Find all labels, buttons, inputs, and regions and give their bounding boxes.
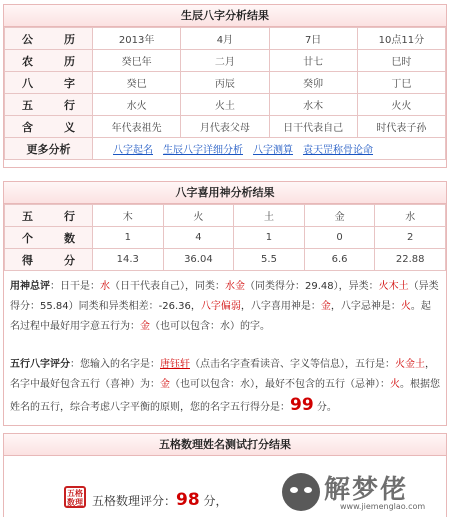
count-cell: 4 [163,227,234,249]
xishen-value: 金 [160,379,170,390]
bazi-cell: 癸巳 [93,72,181,94]
count-cell: 2 [375,227,446,249]
yongshen-heading: 用神总评 [10,281,50,292]
element-cell: 木 [93,205,164,227]
bazi-cell: 2013年 [93,28,181,50]
bazi-cell: 7日 [269,28,357,50]
bazi-row [5,72,446,94]
yongshen-text: （同类得分：29.48），异类： [245,281,379,292]
row-label: 五 行 [5,94,93,116]
count-cell: 1 [93,227,164,249]
bazi-cell: 癸卯 [269,72,357,94]
row-label: 得 分 [5,249,93,271]
wuxing-table [4,204,446,271]
yongshen-text: ，八字忌神是： [330,301,401,312]
wuxing-score: 99 [290,395,314,415]
bazi-cell: 水木 [269,94,357,116]
row-label: 八 字 [5,72,93,94]
element-cell: 水 [375,205,446,227]
more-analysis-links [93,138,446,160]
bazi-cell: 巳时 [357,50,445,72]
more-analysis-row [5,138,446,160]
wuge-score-row [92,490,228,510]
yongshen-text: （日干代表自己），同类： [110,281,225,292]
wuxing-heading: 五行八字评分 [10,359,70,370]
tonglei-value: 水金 [225,281,245,292]
bazi-result-panel [3,4,447,168]
watermark-url: www.jiemenglao.com [340,502,426,511]
row-label: 五 行 [5,205,93,227]
bazi-row [5,28,446,50]
yongshen-text: （也可以包含：水）的字。 [150,321,270,332]
bazi-row [5,50,446,72]
element-cell: 火 [163,205,234,227]
name-elements: 火金土 [395,359,425,370]
score-cell: 14.3 [93,249,164,271]
wuge-score-unit: 分， [199,494,228,508]
more-analysis-label: 更多分析 [5,138,93,160]
bazi-cell: 火火 [357,94,445,116]
rigan-value: 水 [100,281,110,292]
bazi-cell: 水火 [93,94,181,116]
wuxing-text: 分。 [313,402,337,413]
element-cell: 金 [304,205,375,227]
wuxing-text: ，名字中最好包含五行（喜神）为： [10,359,435,390]
wuxing-text: （也可以包含：水），最好不包含的五行（忌神）： [170,379,390,390]
wuge-score: 98 [176,490,200,510]
wuxing-row [5,249,446,271]
bazi-table [4,27,446,160]
bazi-cell: 火土 [181,94,269,116]
yongshen-text: ，八字喜用神是： [240,301,321,312]
row-label: 含 义 [5,116,93,138]
xiyongshen-panel [3,181,447,426]
yongshen-summary [4,271,446,418]
bazi-cell: 丁巳 [357,72,445,94]
owl-logo-icon [282,473,320,511]
wuxing-row [5,205,446,227]
bazi-cell: 4月 [181,28,269,50]
xishen-value: 金 [320,301,331,312]
score-cell: 6.6 [304,249,375,271]
name-link[interactable]: 唐钰轩 [160,359,190,370]
score-cell: 36.04 [163,249,234,271]
bazi-cell: 二月 [181,50,269,72]
naming-element: 金 [140,321,150,332]
watermark-text: 解梦佬 [324,475,409,505]
site-watermark [282,469,442,515]
bazi-cell: 癸巳年 [93,50,181,72]
wuge-seal-icon: 五格数理 [64,486,86,508]
yilei-value: 火木土 [378,281,409,292]
analysis-link[interactable]: 袁天罡称骨论命 [303,145,373,156]
wuxing-row [5,227,446,249]
jishen-value: 火 [400,301,411,312]
score-cell: 22.88 [375,249,446,271]
yongshen-text: ：日干是： [50,281,100,292]
bazi-cell: 年代表祖先 [93,116,181,138]
wuxing-text: （点击名字查看读音、字义等信息），五行是： [190,359,395,370]
count-cell: 0 [304,227,375,249]
row-label: 农 历 [5,50,93,72]
bazi-cell: 月代表父母 [181,116,269,138]
element-cell: 土 [234,205,305,227]
bazi-panel-title: 生辰八字分析结果 [4,5,446,27]
bazi-cell: 丙辰 [181,72,269,94]
bazi-cell: 时代表子孙 [357,116,445,138]
bazi-strength: 八字偏弱 [200,301,241,312]
wuge-panel-title: 五格数理姓名测试打分结果 [4,434,446,456]
yongshen-text: （异类得分：55.84）同类和异类相差：-26.36， [10,281,439,312]
bazi-cell: 10点11分 [357,28,445,50]
analysis-link[interactable]: 八字测算 [253,145,293,156]
count-cell: 1 [234,227,305,249]
bazi-cell: 日干代表自己 [269,116,357,138]
wuxing-text: ：您输入的名字是： [70,359,160,370]
bazi-row [5,94,446,116]
analysis-link[interactable]: 生辰八字详细分析 [163,145,243,156]
yongshen-text: 。起名过程中最好用字意五行为： [10,301,431,332]
bazi-cell: 廿七 [269,50,357,72]
jishen-value: 火 [390,379,400,390]
row-label: 公 历 [5,28,93,50]
bazi-row [5,116,446,138]
xiyongshen-panel-title: 八字喜用神分析结果 [4,182,446,204]
score-cell: 5.5 [234,249,305,271]
analysis-link[interactable]: 八字起名 [113,145,153,156]
wuxing-text: 。根据您姓名的五行，综合考虑八字平衡的原则，您的名字五行得分是： [10,379,440,413]
row-label: 个 数 [5,227,93,249]
wuge-score-label: 五格数理评分： [92,494,177,508]
spacer [10,337,440,355]
